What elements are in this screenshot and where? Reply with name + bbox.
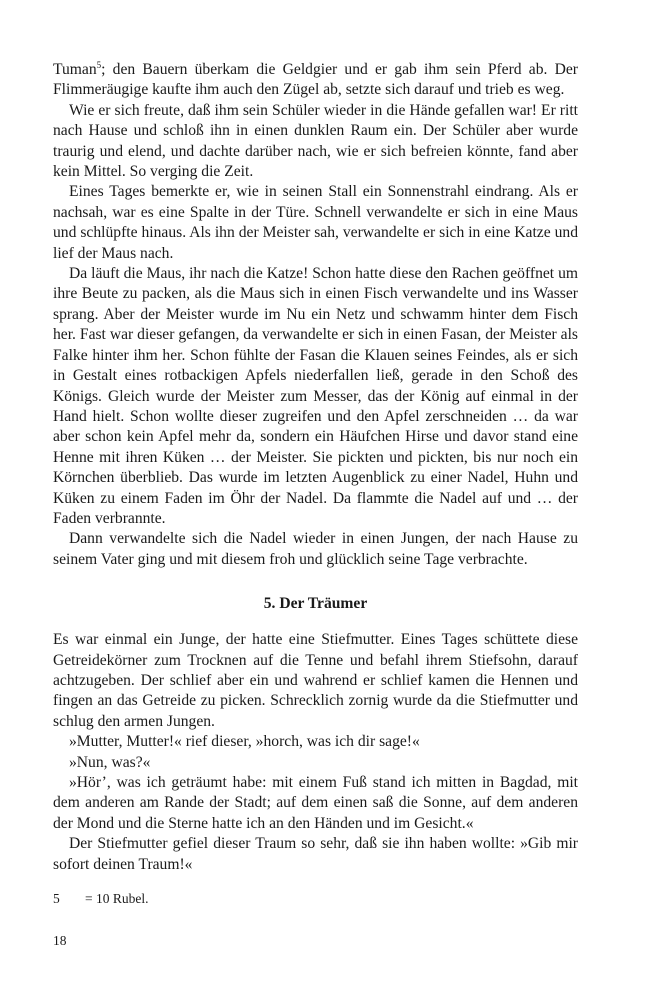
dialogue-line-2: »Nun, was?«	[69, 753, 151, 771]
paragraph-5: Dann verwandelte sich die Nadel wieder in einen Jungen, der nach Hause zu seinem Vater ging und mit diesem froh und glücklich seine Tage verbrachte.	[53, 530, 578, 568]
footnote-number: 5	[53, 891, 60, 906]
footnote	[53, 891, 149, 907]
page-number: 18	[53, 933, 67, 948]
main-text	[53, 60, 578, 875]
paragraph-6: Es war einmal ein Junge, der hatte eine Stiefmutter. Eines Tages schüttete diese Getreidekörner zum Trocknen auf die Tenne und befahl ihrem Stiefsohn, darauf achtzugeben. Der schlief aber ein und wahrend er schlief kamen die Hennen und fingen an das Getreide zu picken. Schrecklich zornig wurde da die Stiefmutter und schlug den armen Jungen.	[53, 631, 578, 730]
section-heading: 5. Der Träumer	[263, 595, 368, 613]
paragraph-1-text: Tuman	[53, 61, 97, 78]
footnote-text: = 10 Rubel.	[85, 891, 149, 906]
paragraph-2: Wie er sich freute, daß ihm sein Schüler wieder in die Hände gefallen war! Er ritt nach Hause und schloß ihn in einen dunklen Raum ein. Der Schüler aber wurde traurig und elend, und dachte darüber nach, wie er sich befreien könnte, fand aber kein Mittel. So verging die Zeit.	[53, 101, 578, 181]
dialogue-line-3: »Hör’, was ich geträumt habe: mit einem Fuß stand ich mitten in Bagdad, mit dem anderen am Rande der Stadt; auf dem einen saß die Sonne, auf dem anderen der Mond und die Sterne hatte ich an den Händen und im Gesicht.«	[53, 774, 578, 832]
paragraph-1	[53, 60, 578, 101]
paragraph-7: Der Stiefmutter gefiel dieser Traum so sehr, daß sie ihn haben wollte: »Gib mir sofort deinen Traum!«	[53, 835, 578, 873]
footnote-reference: 5	[96, 60, 102, 70]
dialogue-line-1: »Mutter, Mutter!« rief dieser, »horch, was ich dir sage!«	[69, 733, 420, 751]
paragraph-1-text-continued: ; den Bauern überkam die Geldgier und er gab ihm sein Pferd ab. Der Flimmeräugige kaufte ihm auch den Zügel ab, setzte sich darauf und trieb es weg.	[53, 61, 578, 99]
paragraph-3: Eines Tages bemerkte er, wie in seinen Stall ein Sonnenstrahl eindrang. Als er nachsah, war es eine Spalte in der Türe. Schnell verwandelte er sich in eine Maus und schlüpfte hinaus. Als ihn der Meister sah, verwandelte er sich in eine Katze und lief der Maus nach.	[53, 183, 578, 262]
paragraph-4: Da läuft die Maus, ihr nach die Katze! Schon hatte diese den Rachen geöffnet um ihre Beute zu packen, als die Maus sich in einen Fisch verwandelte und ins Wasser sprang. Aber der Meister wurde im Nu ein Netz und schwamm hinter dem Fisch her. Fast war dieser gefangen, da verwandelte er sich in einen Fasan, der Meister als Falke hinter ihm her. Schon fühlte der Fasan die Klauen seines Feindes, als er sich in Gestalt eines rotbackigen Apfels niederfallen ließ, gerade in den Schoß des Königs. Gleich wurde der Meister zum Messer, das der König auf einmal in der Hand hielt. Schon wollte dieser zugreifen und den Apfel zerschneiden … da war aber schon kein Apfel mehr da, sondern ein Häufchen Hirse und davor stand eine Henne mit ihren Küken … der Meister. Sie pickten und pickten, bis nur noch ein Körnchen überblieb. Das wurde im letzten Augenblick zu einer Nadel, Huhn und Küken zu einem Faden im Öhr der Nadel. Da flammte die Nadel auf und … der Faden verbrannte.	[53, 265, 578, 527]
